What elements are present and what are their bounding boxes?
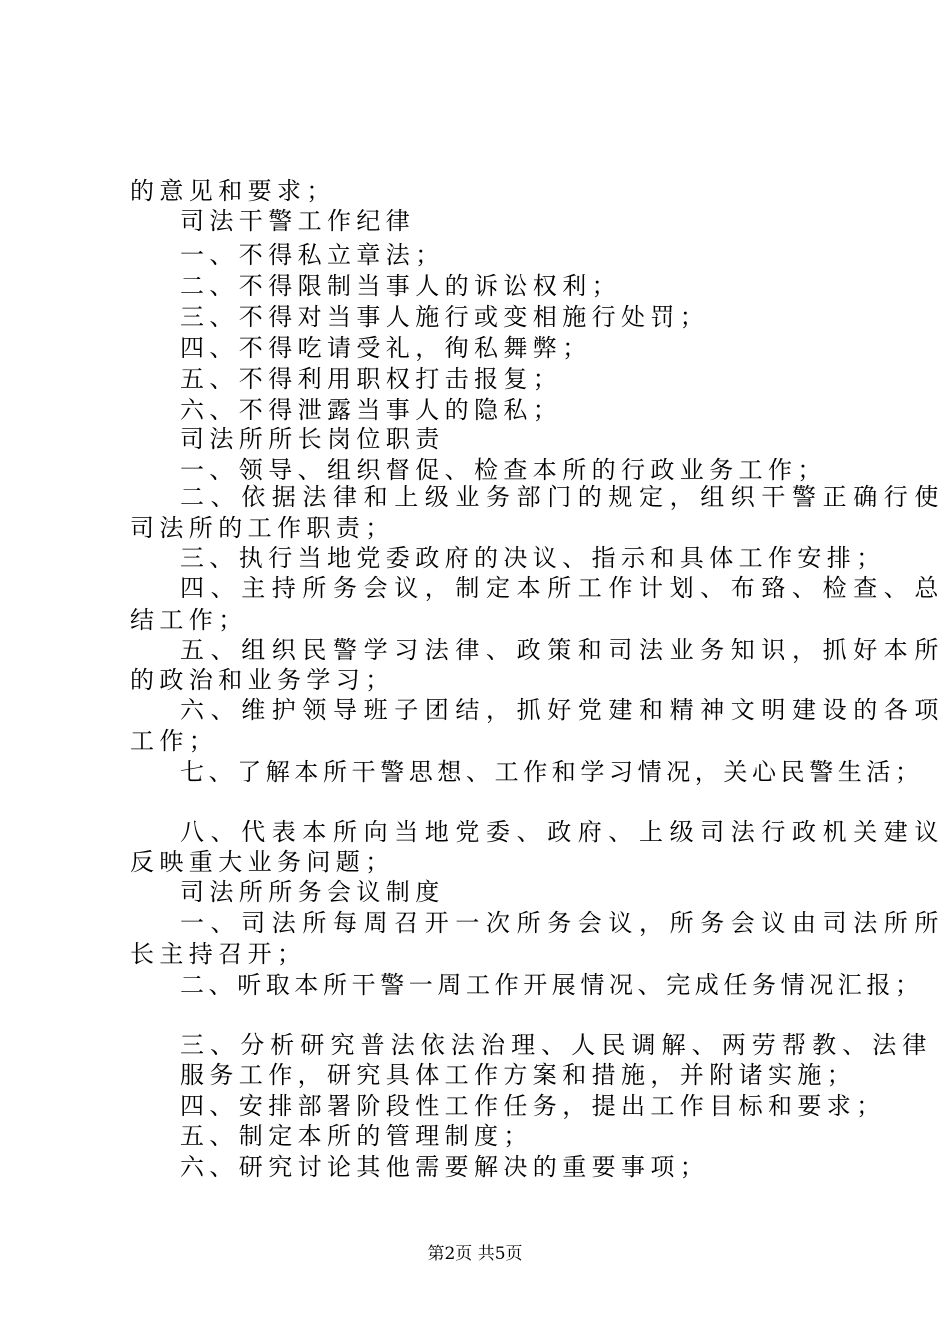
text-line: 三、分析研究普法依法治理、人民调解、两劳帮教、法律	[180, 1031, 933, 1059]
text-line: 六、维护领导班子团结，抓好党建和精神文明建设的各项	[180, 696, 945, 724]
text-line: 一、不得私立章法；	[180, 241, 445, 269]
text-line: 四、安排部署阶段性工作任务，提出工作目标和要求；	[180, 1092, 886, 1120]
text-line: 工作；	[130, 727, 219, 755]
text-line: 一、领导、组织督促、检查本所的行政业务工作；	[180, 456, 827, 484]
text-line: 长主持召开；	[130, 940, 307, 968]
text-line: 服务工作，研究具体工作方案和措施，并附诸实施；	[180, 1061, 857, 1089]
text-line: 五、不得利用职权打击报复；	[180, 365, 563, 393]
text-line: 二、听取本所干警一周工作开展情况、完成任务情况汇报；	[180, 971, 924, 999]
text-line: 的政治和业务学习；	[130, 666, 395, 694]
text-line: 四、不得吃请受礼，徇私舞弊；	[180, 334, 592, 362]
text-line: 三、不得对当事人施行或变相施行处罚；	[180, 303, 710, 331]
text-line: 司法所的工作职责；	[130, 514, 395, 542]
text-line: 反映重大业务问题；	[130, 848, 395, 876]
text-line: 二、依据法律和上级业务部门的规定，组织干警正确行使	[180, 483, 945, 511]
section-heading: 司法干警工作纪律	[180, 207, 416, 235]
text-line: 三、执行当地党委政府的决议、指示和具体工作安排；	[180, 544, 886, 572]
text-line: 六、研究讨论其他需要解决的重要事项；	[180, 1153, 710, 1181]
section-heading: 司法所所长岗位职责	[180, 425, 445, 453]
text-line: 二、不得限制当事人的诉讼权利；	[180, 272, 621, 300]
text-line: 七、了解本所干警思想、工作和学习情况，关心民警生活；	[180, 758, 924, 786]
text-line: 八、代表本所向当地党委、政府、上级司法行政机关建议	[180, 818, 945, 846]
page-number-footer: 第2页 共5页	[427, 1244, 523, 1264]
section-heading: 司法所所务会议制度	[180, 878, 445, 906]
text-line: 五、制定本所的管理制度；	[180, 1122, 533, 1150]
text-line: 五、组织民警学习法律、政策和司法业务知识，抓好本所	[180, 636, 945, 664]
text-line: 一、司法所每周召开一次所务会议，所务会议由司法所所	[180, 909, 945, 937]
text-line: 的意见和要求；	[130, 177, 336, 205]
text-line: 结工作；	[130, 606, 248, 634]
text-line: 四、主持所务会议，制定本所工作计划、布臵、检查、总	[180, 574, 945, 602]
text-line: 六、不得泄露当事人的隐私；	[180, 396, 563, 424]
